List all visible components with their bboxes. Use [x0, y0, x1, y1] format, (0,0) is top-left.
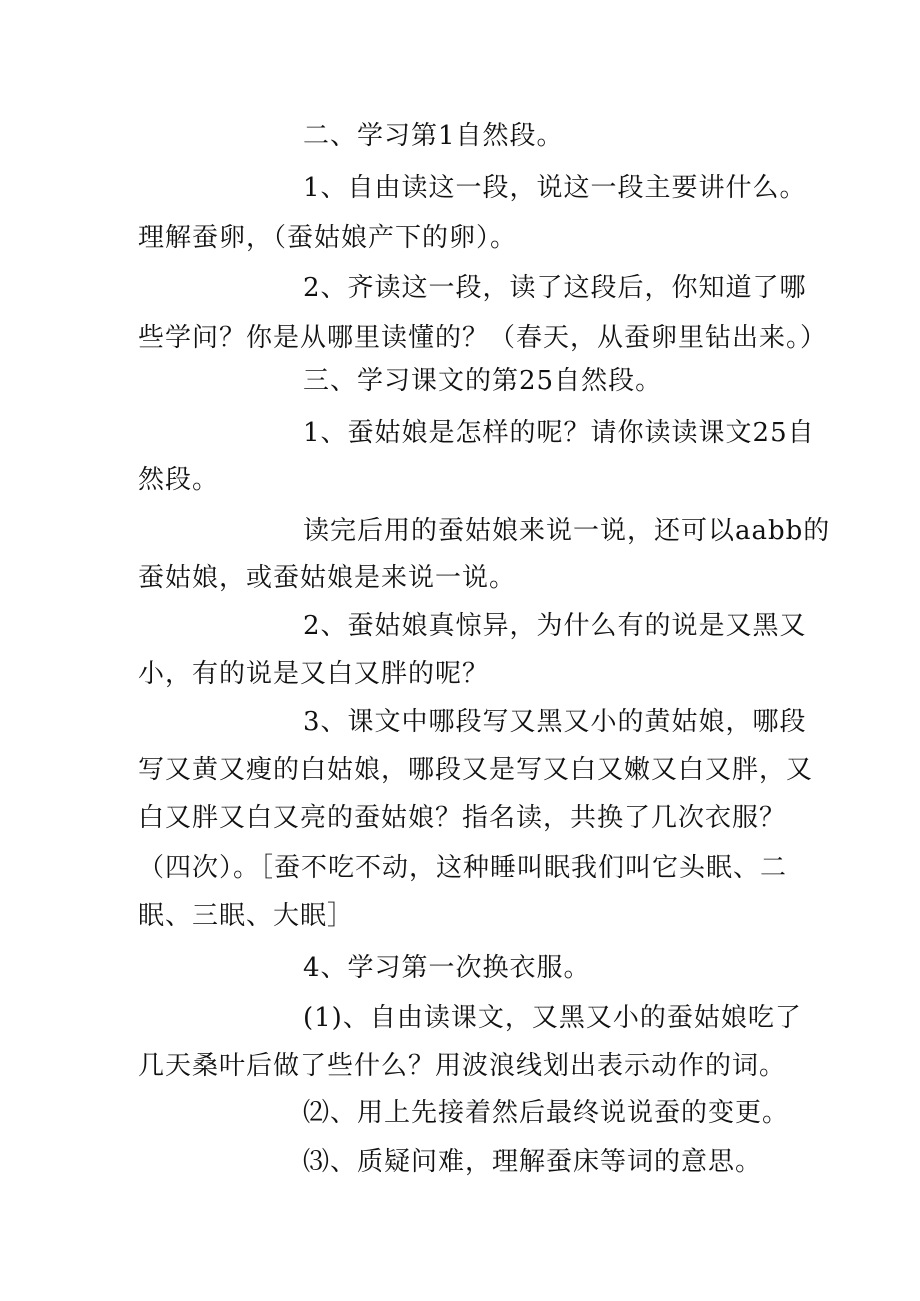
section-heading-3: 三、学习课文的第25自然段。 — [303, 366, 663, 396]
paragraph-line: 2、蚕姑娘真惊异，为什么有的说是又黑又 — [303, 611, 807, 641]
paragraph-line: ⑶、质疑问难，理解蚕床等词的意思。 — [303, 1147, 763, 1177]
paragraph-line: 1、自由读这一段，说这一段主要讲什么。 — [303, 173, 807, 203]
paragraph-line: 几天桑叶后做了些什么？用波浪线划出表示动作的词。 — [138, 1051, 787, 1081]
paragraph-line: ⑵、用上先接着然后最终说说蚕的变更。 — [303, 1098, 790, 1128]
paragraph-line: 然段。 — [138, 465, 220, 495]
paragraph-line: (1)、自由读课文，又黑又小的蚕姑娘吃了 — [303, 1003, 802, 1033]
paragraph-line: 2、齐读这一段，读了这段后，你知道了哪 — [303, 273, 807, 303]
paragraph-line: 写又黄又瘦的白姑娘，哪段又是写又白又嫩又白又胖，又 — [138, 755, 814, 785]
paragraph-line: 理解蚕卵，（蚕姑娘产下的卵）。 — [138, 223, 518, 253]
paragraph-line: 1、蚕姑娘是怎样的呢？请你读读课文25自 — [303, 418, 815, 448]
paragraph-line: 蚕姑娘，或蚕姑娘是来说一说。 — [138, 563, 517, 593]
paragraph-line: （四次）。［蚕不吃不动，这种睡叫眠我们叫它头眠、二 — [138, 853, 788, 883]
section-heading-4: 4、学习第一次换衣服。 — [303, 953, 591, 983]
paragraph-line: 小，有的说是又白又胖的呢？ — [138, 659, 490, 689]
section-heading-2: 二、学习第1自然段。 — [303, 121, 564, 151]
paragraph-line: 些学问？你是从哪里读懂的？（春天，从蚕卵里钻出来。） — [138, 323, 828, 353]
paragraph-line: 3、课文中哪段写又黑又小的黄姑娘，哪段 — [303, 707, 807, 737]
paragraph-line: 白又胖又白又亮的蚕姑娘？指名读，共换了几次衣服？ — [138, 803, 787, 833]
paragraph-line: 读完后用的蚕姑娘来说一说，还可以aabb的 — [303, 516, 831, 546]
paragraph-line: 眠、三眠、大眠］ — [138, 901, 355, 931]
